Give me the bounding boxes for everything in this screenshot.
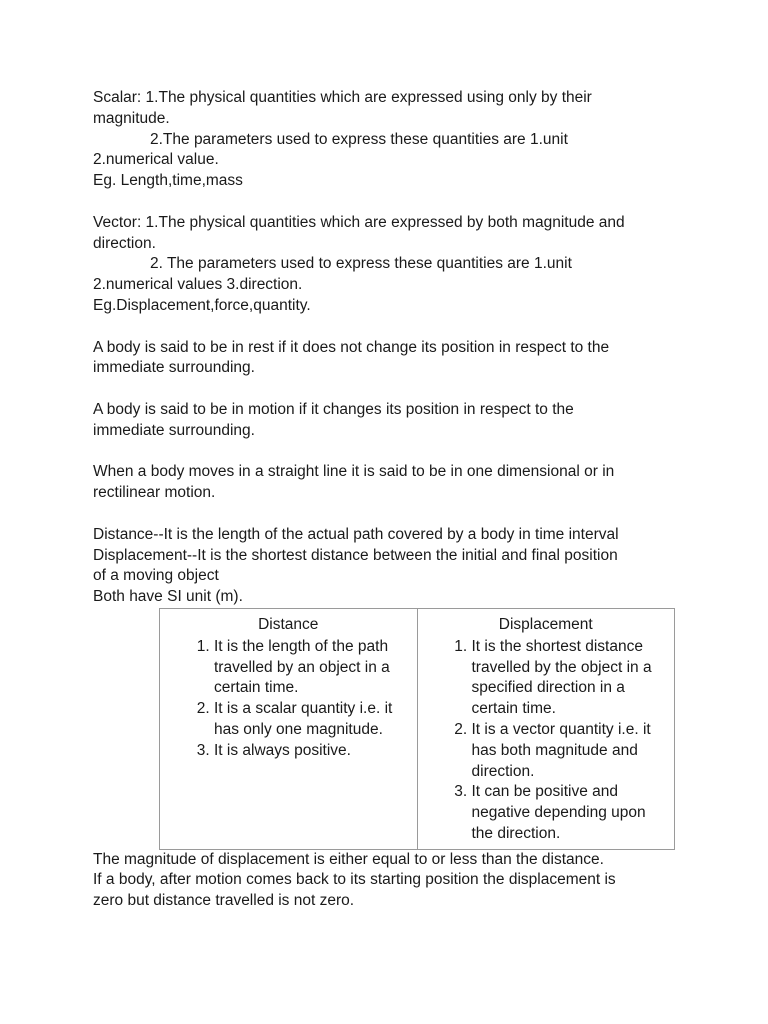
spacer: [93, 192, 683, 213]
spacer: [93, 317, 683, 338]
list-item: 1. It is the shortest distance travelled by the object in a specified direction in a certain time.: [472, 637, 665, 720]
distance-definition: Distance--It is the length of the actual path covered by a body in time interval: [93, 525, 619, 543]
scalar-section: [93, 88, 683, 192]
closing-line-3: zero but distance travelled is not zero.: [93, 892, 355, 910]
vector-line-5: Eg.Displacement,force,quantity.: [93, 296, 311, 314]
list-item: 2. It is a vector quantity i.e. it has both magnitude and direction.: [472, 720, 665, 782]
table-row: [160, 608, 675, 849]
rest-section: [93, 338, 683, 380]
scalar-line-1: Scalar: 1.The physical quantities which are expressed using only by their: [93, 89, 592, 106]
list-item: 3. It can be positive and negative depending upon the direction.: [472, 782, 665, 844]
list-item: 3. It is always positive.: [214, 741, 407, 762]
spacer: [93, 504, 683, 525]
document-body: [93, 88, 683, 912]
closing-line-2: If a body, after motion comes back to its starting position the displacement is: [93, 871, 616, 889]
distance-list: [170, 637, 407, 762]
motion-line-1: A body is said to be in motion if it changes its position in respect to the: [93, 400, 574, 418]
closing-line-1: The magnitude of displacement is either equal to or less than the distance.: [93, 850, 604, 868]
distance-header: Distance: [258, 615, 319, 633]
list-item: 2. It is a scalar quantity i.e. it has only one magnitude.: [214, 699, 407, 741]
definitions-section: [93, 525, 683, 608]
scalar-line-3: 2.The parameters used to express these quantities are 1.unit: [150, 130, 568, 148]
spacer: [93, 442, 683, 463]
scalar-line-4: 2.numerical value.: [93, 151, 219, 169]
rest-line-1: A body is said to be in rest if it does not change its position in respect to the: [93, 338, 610, 356]
comparison-table: [159, 608, 675, 850]
scalar-line-5: Eg. Length,time,mass: [93, 172, 243, 190]
displacement-list: [428, 637, 665, 845]
displacement-definition-cont: of a moving object: [93, 567, 219, 585]
displacement-column: [417, 608, 675, 849]
closing-section: [93, 850, 683, 912]
motion-section: [93, 400, 683, 442]
oned-line-1: When a body moves in a straight line it is said to be in one dimensional or in: [93, 463, 615, 481]
distance-column: [160, 608, 418, 849]
oned-line-2: rectilinear motion.: [93, 484, 216, 502]
scalar-line-2: magnitude.: [93, 109, 170, 127]
one-dimensional-section: [93, 462, 683, 504]
displacement-definition: Displacement--It is the shortest distance between the initial and final position: [93, 546, 618, 564]
list-item: 1. It is the length of the path travelled by an object in a certain time.: [214, 637, 407, 699]
vector-section: [93, 213, 683, 317]
spacer: [93, 379, 683, 400]
rest-line-2: immediate surrounding.: [93, 359, 255, 377]
vector-line-4: 2.numerical values 3.direction.: [93, 276, 303, 294]
vector-line-2: direction.: [93, 234, 156, 252]
vector-line-1: Vector: 1.The physical quantities which are expressed by both magnitude and: [93, 213, 625, 231]
si-unit-line: Both have SI unit (m).: [93, 588, 243, 606]
displacement-header: Displacement: [498, 615, 593, 633]
vector-line-3: 2. The parameters used to express these quantities are 1.unit: [150, 255, 572, 273]
motion-line-2: immediate surrounding.: [93, 421, 255, 439]
